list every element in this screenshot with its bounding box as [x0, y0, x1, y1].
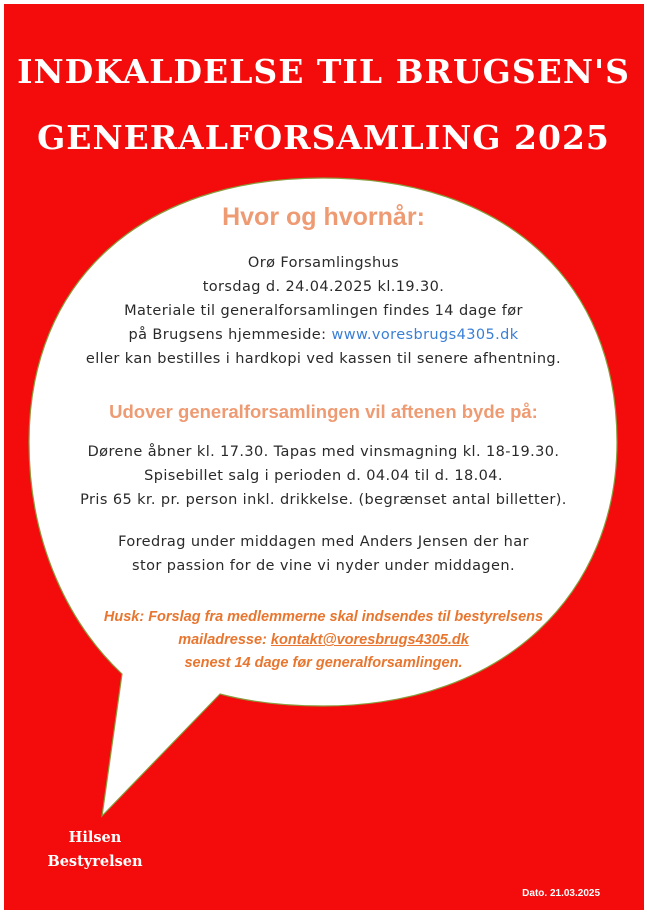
doors-line: Dørene åbner kl. 17.30. Tapas med vinsmagning kl. 18-19.30. [87, 444, 560, 460]
talk-line-2: stor passion for de vine vi nyder under middagen. [132, 558, 515, 574]
evening-heading: Udover generalforsamlingen vil aftenen byde på: [109, 401, 538, 422]
ticket-sale-line: Spisebillet salg i perioden d. 04.04 til d. 18.04. [144, 468, 503, 484]
talk-line-1: Foredrag under middagen med Anders Jensen der har [118, 534, 529, 550]
date-time-line: torsdag d. 24.04.2025 kl.19.30. [202, 279, 445, 295]
hardcopy-line: eller kan bestilles i hardkopi ved kassen til senere afhentning. [85, 351, 562, 367]
where-when-block [30, 251, 617, 371]
website-line [30, 323, 617, 347]
title-line-2: GENERALFORSAMLING 2025 [37, 118, 610, 157]
website-link[interactable]: www.voresbrugs4305.dk [331, 327, 519, 343]
reminder-block [40, 606, 607, 675]
venue-line: Orø Forsamlingshus [247, 255, 400, 271]
website-prefix: på Brugsens hjemmeside: [128, 327, 332, 343]
talk-block [30, 530, 617, 578]
reminder-line-2 [40, 629, 607, 652]
signature-greeting: Hilsen [68, 829, 122, 846]
price-line: Pris 65 kr. pr. person inkl. drikkelse. (begrænset antal billetter). [80, 492, 567, 508]
document-date: Dato. 21.03.2025 [522, 888, 600, 899]
evening-block [30, 440, 617, 512]
signature-board: Bestyrelsen [47, 853, 143, 870]
material-line: Materiale til generalforsamlingen findes 14 dage før [124, 303, 523, 319]
reminder-line-3: senest 14 dage før generalforsamlingen. [184, 655, 463, 671]
where-when-heading: Hvor og hvornår: [222, 203, 425, 231]
signature [30, 826, 160, 874]
email-link[interactable]: kontakt@voresbrugs4305.dk [270, 632, 469, 648]
reminder-mail-prefix: mailadresse: [178, 632, 271, 648]
reminder-line-1: Husk: Forslag fra medlemmerne skal indsendes til bestyrelsens [103, 609, 544, 625]
title-line-1: INDKALDELSE TIL BRUGSEN'S [17, 52, 630, 91]
